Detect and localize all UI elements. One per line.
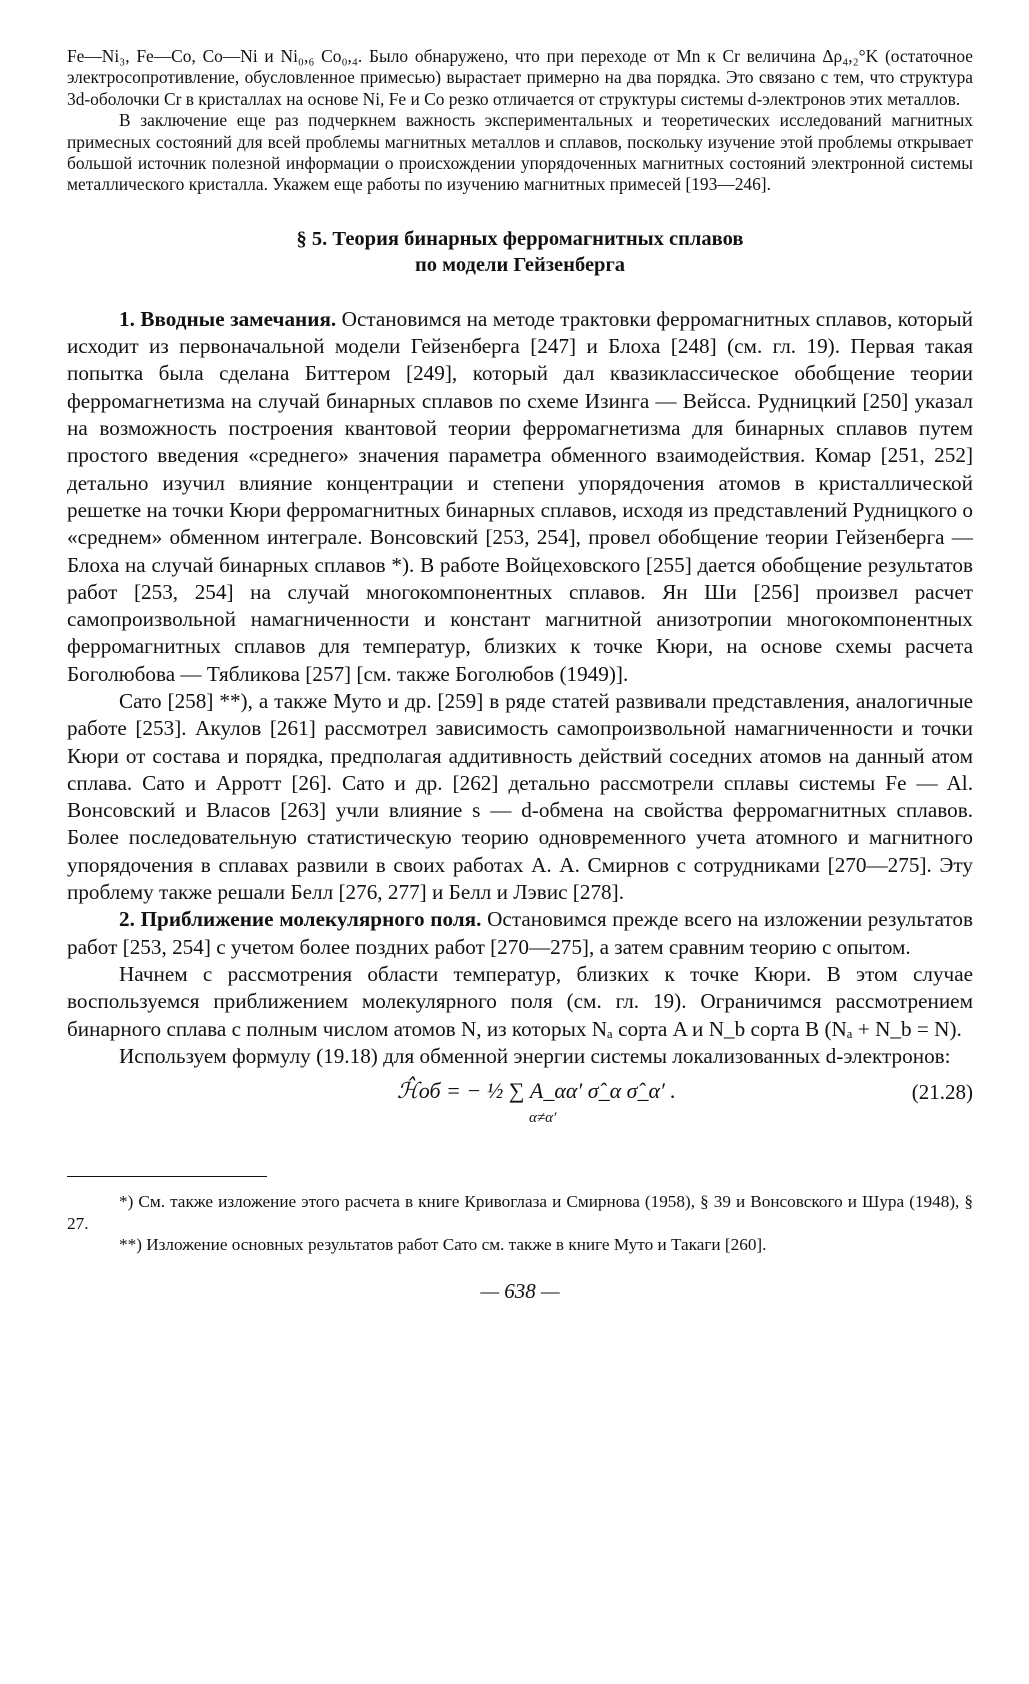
paragraph-molecular-field-heading: 2. Приближение молекулярного поля.	[119, 907, 482, 932]
section-title-line-1: § 5. Теория бинарных ферромагнитных сплавов	[296, 227, 744, 250]
paragraph-formula-intro: Используем формулу (19.18) для обменной энергии системы локализованных d-электронов:	[119, 1043, 951, 1068]
footnote-2: **) Изложение основных результатов работ Сато см. также в книге Муто и Такаги [260].	[119, 1234, 767, 1254]
footnote-divider	[67, 1176, 267, 1177]
top-paragraph-1: Fe—Ni₃, Fe—Co, Co—Ni и Ni₀,₆ Co₀,₄. Было обнаружено, что при переходе от Mn к Cr величина Δρ₄,₂°K (остаточное электросопротивление, обусловленное примесью) вырастает примерно на два порядка. Это связано с тем, что структура 3d-оболочки Cr в кристаллах на основе Ni, Fe и Co резко отличается от структуры системы d-электронов этих металлов.	[67, 46, 973, 109]
section-title	[67, 226, 973, 278]
paragraph-sato: Сато [258] **), а также Муто и др. [259] в ряде статей развивали представления, аналогичные работе [253]. Акулов [261] рассмотрел зависимость самопроизвольной намагниченности и точки Кюри от состава и порядка, предполагая аддитивность действий соседних атомов на данный атом сплава. Сато и Арротт [26]. Сато и др. [262] детально рассмотрели сплавы системы Fe — Al. Вонсовский и Власов [263] учли влияние s — d-обмена на свойства ферромагнитных сплавов. Более последовательную статистическую теорию одновременного учета атомного и магнитного упорядочения в сплавах развили в своих работах А. А. Смирнов с сотрудниками [270—275]. Эту проблему также решали Белл [276, 277] и Белл и Лэвис [278].	[67, 689, 973, 905]
paragraph-intro-text: Остановимся на методе трактовки ферромагнитных сплавов, который исходит из первоначальной модели Гейзенберга [247] и Блоха [248] (см. гл. 19). Первая такая попытка была сделана Биттером [249], который дал квазиклассическое обобщение теории ферромагнетизма на случай бинарных сплавов по схеме Изинга — Вейсса. Рудницкий [250] указал на возможность построения квантовой теории ферромагнетизма для бинарных сплавов путем простого введения «среднего» значения параметра обменного взаимодействия. Комар [251, 252] детально изучил влияние концентрации и степени упорядочения атомов в кристаллической решетке на точки Кюри ферромагнитных бинарных сплавов, исходя из представлений Рудницкого о «среднем» обменном интеграле. Вонсовский [253, 254], провел обобщение теории Гейзенберга — Блоха на случай бинарных сплавов *). В работе Войцеховского [255] дается обобщение результатов работ [253, 254] на случай многокомпонентных сплавов. Ян Ши [256] произвел расчет самопроизвольной намагниченности и констант магнитной анизотропии многокомпонентных ферромагнитных сплавов для температур, близких к точке Кюри, на основе схемы расчета Боголюбова — Тябликова [257] [см. также Боголюбов (1949)].	[67, 306, 973, 686]
top-paragraph-2: В заключение еще раз подчеркнем важность экспериментальных и теоретических исследований магнитных примесных состояний для всей проблемы магнитных металлов и сплавов, поскольку изучение этой проблемы открывает большой источник полезной информации о происхождении упорядоченных магнитных состояний электронной системы металлического кристалла. Укажем еще работы по изучению магнитных примесей [193—246].	[67, 110, 973, 195]
section-title-line-2: по модели Гейзенберга	[414, 253, 626, 276]
paragraph-molecular-field	[67, 906, 973, 961]
top-text-block	[67, 46, 973, 196]
equation-expression: ℋ̂об = − ½ ∑ A_αα′ σ̂_α σ̂_α′ .	[397, 1078, 676, 1104]
footnote-1: *) См. также изложение этого расчета в книге Кривоглаза и Смирнова (1958), § 39 и Вонсовского и Шура (1948), § 27.	[67, 1192, 973, 1233]
equation-number: (21.28)	[911, 1080, 973, 1105]
paragraph-curie: Начнем с рассмотрения области температур, близких к точке Кюри. В этом случае воспользуемся приближением молекулярного поля (см. гл. 19). Ограничимся рассмотрением бинарного сплава с полным числом атомов N, из которых Nₐ сорта A и N_b сорта B (Nₐ + N_b = N).	[67, 961, 973, 1041]
footnotes	[67, 1191, 973, 1255]
equation-sum-subscript: α≠α′	[529, 1110, 557, 1127]
paragraph-molecular-field-text: Остановимся прежде всего на изложении результатов работ [253, 254] с учетом более поздних работ [270—275], а затем сравним теорию с опытом.	[67, 907, 973, 959]
paragraph-intro	[67, 306, 973, 688]
paragraph-intro-heading: 1. Вводные замечания.	[119, 306, 337, 331]
page-number: — 638 —	[480, 1279, 560, 1304]
equation-21-28	[67, 1072, 973, 1136]
main-text	[67, 306, 973, 1070]
